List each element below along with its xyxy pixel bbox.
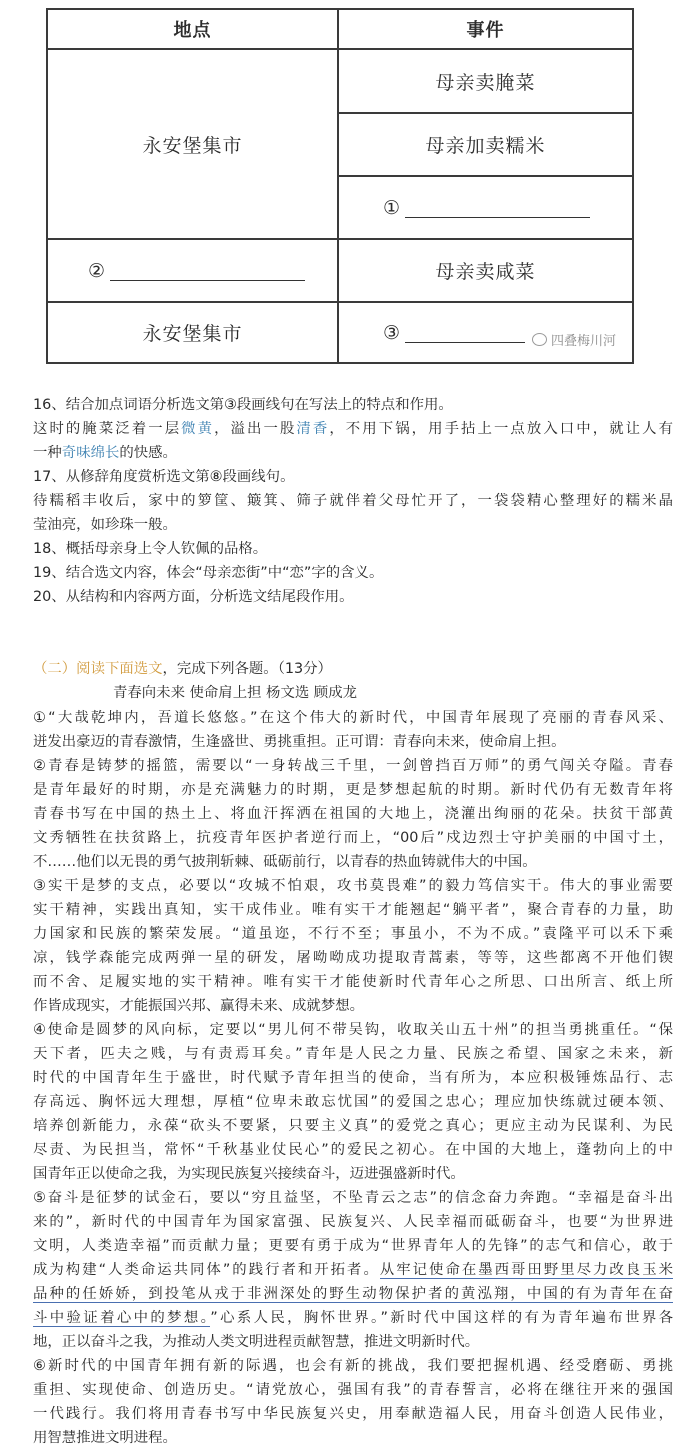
table-header-place: 地点	[173, 20, 212, 41]
paragraph-2-line-5: 不……他们以无畏的勇气披荆斩棘、砥砺前行，以青春的热血铸就伟大的中国。	[33, 854, 537, 870]
table-event-2: 母亲加卖糯米	[425, 135, 546, 157]
table-event-1: 母亲卖腌菜	[435, 71, 536, 94]
table-place-1: 永安堡集市	[142, 134, 243, 157]
blank-marker-1: ①	[383, 196, 402, 219]
question-17: 17、从修辞角度赏析选文第⑧段画线句。	[33, 469, 295, 485]
table-event-3-blank	[339, 177, 632, 238]
question-16-quote-line-1	[33, 417, 673, 441]
paragraph-3-line-4: 凉，钱学森能完成两弹一星的研发，屠呦呦成功提取青蒿素，等等，这些都离不开他们锲	[33, 950, 673, 966]
quote-text: ，溢出一股	[214, 421, 297, 437]
paragraph-3-line-2: 实干精神，实践出真知，实干成伟业。唯有实干才能翘起“躺平者”，聚合青春的力量，助	[33, 902, 673, 918]
paragraph-6-line-2: 重担、实现使命、创造历史。“请党放心，强国有我”的青春誓言，必将在继往开来的强国	[33, 1382, 673, 1398]
underlined-sentence: 斗中验证着心中的梦想。	[33, 1310, 211, 1326]
dotted-word-weihuang: 微黄	[181, 421, 215, 437]
watermark-text: 四叠梅川河	[551, 334, 617, 349]
table-place-3: 永安堡集市	[142, 323, 243, 345]
question-16-quote-line-2	[33, 441, 673, 465]
quote-text: ，不用下锅，用手拈上一点放入口中，就让人有	[329, 421, 673, 437]
blank-marker-2: ②	[88, 259, 107, 282]
quote-text: 这时的腌菜泛着一层	[33, 421, 182, 437]
dotted-word-qingxiang: 清香	[296, 421, 330, 437]
paragraph-6-line-1: ⑥新时代的中国青年拥有新的际遇，也会有新的挑战，我们要把握机遇、经受磨砺、勇挑	[33, 1358, 673, 1374]
blank-marker-3: ③	[383, 321, 402, 344]
section-2-instruction: ，完成下列各题。（13分）	[162, 661, 332, 677]
paragraph-4-line-5: 培养创新能力，永葆“砍头不要紧，只要主义真”的爱党之真心；更应主动为民谋利、为民	[33, 1118, 673, 1134]
underlined-sentence: 品种的任娇娇，到投笔从戎于非洲深处的野生动物保护者的黄泓翔，中国的有为青年在奋	[33, 1286, 673, 1302]
paragraph-5-line-5	[33, 1282, 673, 1306]
paragraph-4-line-7: 国青年正以使命之我，为实现民族复兴接续奋斗，迈进强盛新时代。	[33, 1166, 465, 1182]
question-17-quote-line-2: 莹油亮，如珍珠一般。	[33, 517, 177, 533]
quote-text: 的快感。	[119, 445, 177, 461]
paragraph-6-line-4: 用智慧推进文明进程。	[33, 1430, 177, 1446]
dotted-word-qiweimianchang: 奇味绵长	[61, 445, 120, 461]
question-19: 19、结合选文内容，体会“母亲恋街”中“恋”字的含义。	[33, 565, 384, 581]
quote-text: 一种	[33, 445, 62, 461]
paragraph-2-line-1: ②青春是铸梦的摇篮，需要以“一身转战三千里，一剑曾挡百万师”的勇气闯关夺隘。青春	[33, 758, 673, 774]
paragraph-1-line-1: ①“大哉乾坤内，吾道长悠悠。”在这个伟大的新时代，中国青年展现了亮丽的青春风采、	[33, 710, 673, 726]
section-2-heading	[33, 657, 673, 681]
paragraph-5-line-2: 来的”，新时代的中国青年为国家富强、民族复兴、人民幸福而砥砺奋斗，也要“为世界进	[33, 1214, 673, 1230]
paragraph-2-line-4: 文秀牺牲在扶贫路上，抗疫青年医护者逆行而上，“00后”戍边烈士守护美丽的中国寸土，	[33, 830, 673, 846]
question-20: 20、从结构和内容两方面，分析选文结尾段作用。	[33, 589, 354, 605]
table-place-2-blank	[48, 240, 337, 301]
table-border-bottom	[46, 362, 634, 364]
paragraph-4-line-2: 天下者，匹夫之贱，与有责焉耳矣。”青年是人民之力量、民族之希望、国家之未来，新	[33, 1046, 673, 1062]
paragraph-4-line-1: ④使命是圆梦的风向标，定要以“男儿何不带吴钩，收取关山五十州”的担当勇挑重任。“保	[33, 1022, 673, 1038]
paragraph-3-line-3: 力国家和民族的繁荣发展。“道虽迩，不行不至；事虽小，不为不成。”袁隆平可以禾下乘	[33, 926, 673, 942]
article-title: 青春向未来 使命肩上担 杨文选 顾成龙	[113, 685, 357, 701]
paragraph-5-line-6	[33, 1306, 673, 1330]
section-2-label: （二）阅读下面选文	[33, 661, 163, 677]
answer-blank-2	[110, 260, 305, 281]
paragraph-4-line-3: 时代的中国青年生于盛世，时代赋予青年担当的使命，当有所为，本应积极锤炼品行、志	[33, 1070, 673, 1086]
table-header-event: 事件	[466, 20, 505, 41]
watermark	[532, 330, 616, 349]
table-border-right	[632, 8, 634, 364]
paragraph-3-line-1: ③实干是梦的支点，必要以“攻城不怕艰，攻书莫畏难”的毅力笃信实干。伟大的事业需要	[33, 878, 673, 894]
answer-blank-3	[405, 322, 525, 343]
question-17-quote-line-1: 待糯稻丰收后，家中的箩筐、簸箕、筛子就伴着父母忙开了，一袋袋精心整理好的糯米晶	[33, 493, 673, 509]
paragraph-6-line-3: 一代践行。我们将用青春书写中华民族复兴史，用奉献造福人民，用奋斗创造人民伟业，	[33, 1406, 673, 1422]
underlined-sentence: 从牢记使命在墨西哥田野里尽力改良玉米	[379, 1262, 673, 1278]
answer-blank-1	[405, 197, 590, 218]
paragraph-5-line-4	[33, 1258, 673, 1282]
passage-text: ”心系人民，胸怀世界。”新时代中国这样的有为青年遍布世界各	[210, 1310, 673, 1326]
answer-table	[0, 0, 699, 378]
paragraph-4-line-6: 尽责、为民担当，常怀“千秋基业仗民心”的爱民之初心。在中国的大地上，蓬勃向上的中	[33, 1142, 673, 1158]
wechat-icon	[532, 333, 547, 346]
paragraph-4-line-4: 存高远、胸怀远大理想，厚植“位卑未敢忘忧国”的爱国之忠心；理应加快练就过硬本领、	[33, 1094, 673, 1110]
paragraph-3-line-5: 而不舍、足履实地的实干精神。唯有实干才能使新时代青年心之所思、口出所言、纸上所	[33, 974, 673, 990]
question-18: 18、概括母亲身上令人钦佩的品格。	[33, 541, 268, 557]
paragraph-5-line-1: ⑤奋斗是征梦的试金石，要以“穷且益坚，不坠青云之志”的信念奋力奔跑。“幸福是奋斗出	[33, 1190, 673, 1206]
table-event-4: 母亲卖咸菜	[435, 261, 536, 283]
paragraph-2-line-2: 是青年最好的时期，亦是充满魅力的时期，更是梦想起航的时期。新时代仍有无数青年将	[33, 782, 673, 798]
paragraph-3-line-6: 作皆成现实，才能振国兴邦、赢得未来、成就梦想。	[33, 998, 364, 1014]
question-16: 16、结合加点词语分析选文第③段画线句在写法上的特点和作用。	[33, 397, 453, 413]
paragraph-2-line-3: 青春书写在中国的热土上、将血汗挥洒在祖国的大地上，浇灌出绚丽的花朵。扶贫干部黄	[33, 806, 673, 822]
paragraph-1-line-2: 迸发出豪迈的青春激情，生逢盛世、勇挑重担。正可谓：青春向未来，使命肩上担。	[33, 734, 566, 750]
paragraph-5-line-7: 地，正以奋斗之我，为推动人类文明进程贡献智慧，推进文明新时代。	[33, 1334, 480, 1350]
paragraph-5-line-3: 文明，人类造幸福”而贡献力量；更要有勇于成为“世界青年人的先锋”的志气和信心，敢于	[33, 1238, 673, 1254]
passage-text: 成为构建“人类命运共同体”的践行者和开拓者。	[33, 1262, 380, 1278]
